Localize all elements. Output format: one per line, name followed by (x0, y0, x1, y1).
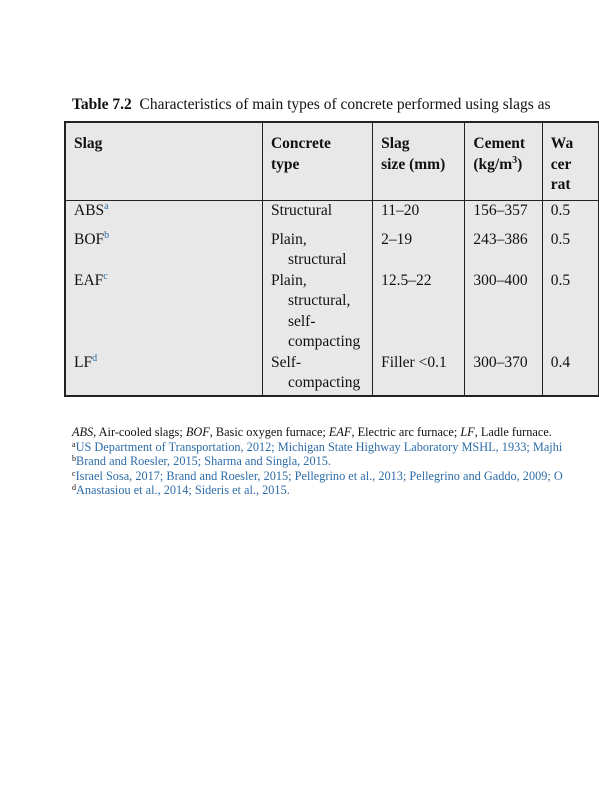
cell-slag-size: 12.5–22 (373, 271, 465, 353)
header-row (65, 122, 599, 200)
table-row (65, 271, 599, 353)
footnote-c: $^c$Israel Sosa, 2017; Brand and Roesler, 2015; Pellegrino et al., 2013; Pellegrino and Gaddo, 2009; O (72, 468, 563, 483)
cell-water-cement-ratio: 0.5 (542, 230, 598, 271)
table-row (65, 230, 599, 271)
cell-concrete-type: Plain, structural (262, 230, 372, 271)
cell-slag-size: Filler <0.1 (373, 353, 465, 396)
table-row (65, 353, 599, 396)
reference-link[interactable]: US Department of Transportation, 2012; Michigan State Highway Laboratory MSHL, 1933; Majhi (75, 439, 563, 454)
cell-concrete-type: Self- compacting (262, 353, 372, 396)
cell-slag-size: 11–20 (373, 200, 465, 230)
cell-slag: LF$^d$ (65, 353, 262, 396)
slag-concrete-table (64, 121, 599, 397)
footnote-link[interactable]: c (103, 270, 108, 282)
cell-concrete-type: Plain, structural, self- compacting (262, 271, 372, 353)
abbreviations-note: ABS, Air-cooled slags; BOF, Basic oxygen furnace; EAF, Electric arc furnace; LF, Ladle furnace. (72, 425, 552, 439)
table-number: Table 7.2 (72, 96, 132, 113)
cell-concrete-type: Structural (262, 200, 372, 230)
cell-water-cement-ratio: 0.5 (542, 271, 598, 353)
table-row (65, 200, 599, 230)
header-cement: Cement $(kg/m^3)$ (465, 122, 542, 200)
table-title: Characteristics of main types of concrete performed using slags as (139, 96, 551, 113)
footnote-link[interactable]: d (92, 352, 98, 364)
cell-slag: ABS$^a$ (65, 200, 262, 230)
cell-slag: EAF$^c$ (65, 271, 262, 353)
header-water-cement-ratio: Wa cer rat (542, 122, 598, 200)
cell-water-cement-ratio: 0.4 (542, 353, 598, 396)
reference-link[interactable]: Anastasiou et al., 2014; Sideris et al., 2015. (76, 483, 290, 497)
cell-cement: 300–400 (465, 271, 542, 353)
cell-cement: 300–370 (465, 353, 542, 396)
cell-water-cement-ratio: 0.5 (542, 200, 598, 230)
footnote-a: $^a$US Department of Transportation, 2012; Michigan State Highway Laboratory MSHL, 1933; Majhi (72, 439, 563, 454)
header-slag-size: Slag size (mm) (373, 122, 465, 200)
footnote-b: $^b$Brand and Roesler, 2015; Sharma and Singla, 2015. (72, 454, 331, 468)
reference-link[interactable]: Israel Sosa, 2017; Brand and Roesler, 2015; Pellegrino et al., 2013; Pellegrino and Gaddo, 2009; O (75, 468, 563, 483)
header-slag: Slag (65, 122, 262, 200)
cell-cement: 156–357 (465, 200, 542, 230)
table-caption (72, 95, 599, 115)
cell-cement: 243–386 (465, 230, 542, 271)
table-footnotes (72, 425, 599, 498)
reference-link[interactable]: Brand and Roesler, 2015; Sharma and Singla, 2015. (76, 454, 331, 468)
footnote-d: $^d$Anastasiou et al., 2014; Sideris et al., 2015. (72, 483, 290, 497)
cell-slag-size: 2–19 (373, 230, 465, 271)
cell-slag: BOF$^b$ (65, 230, 262, 271)
footnote-link[interactable]: b (104, 229, 110, 241)
header-concrete-type: Concrete type (262, 122, 372, 200)
footnote-link[interactable]: a (104, 200, 109, 212)
